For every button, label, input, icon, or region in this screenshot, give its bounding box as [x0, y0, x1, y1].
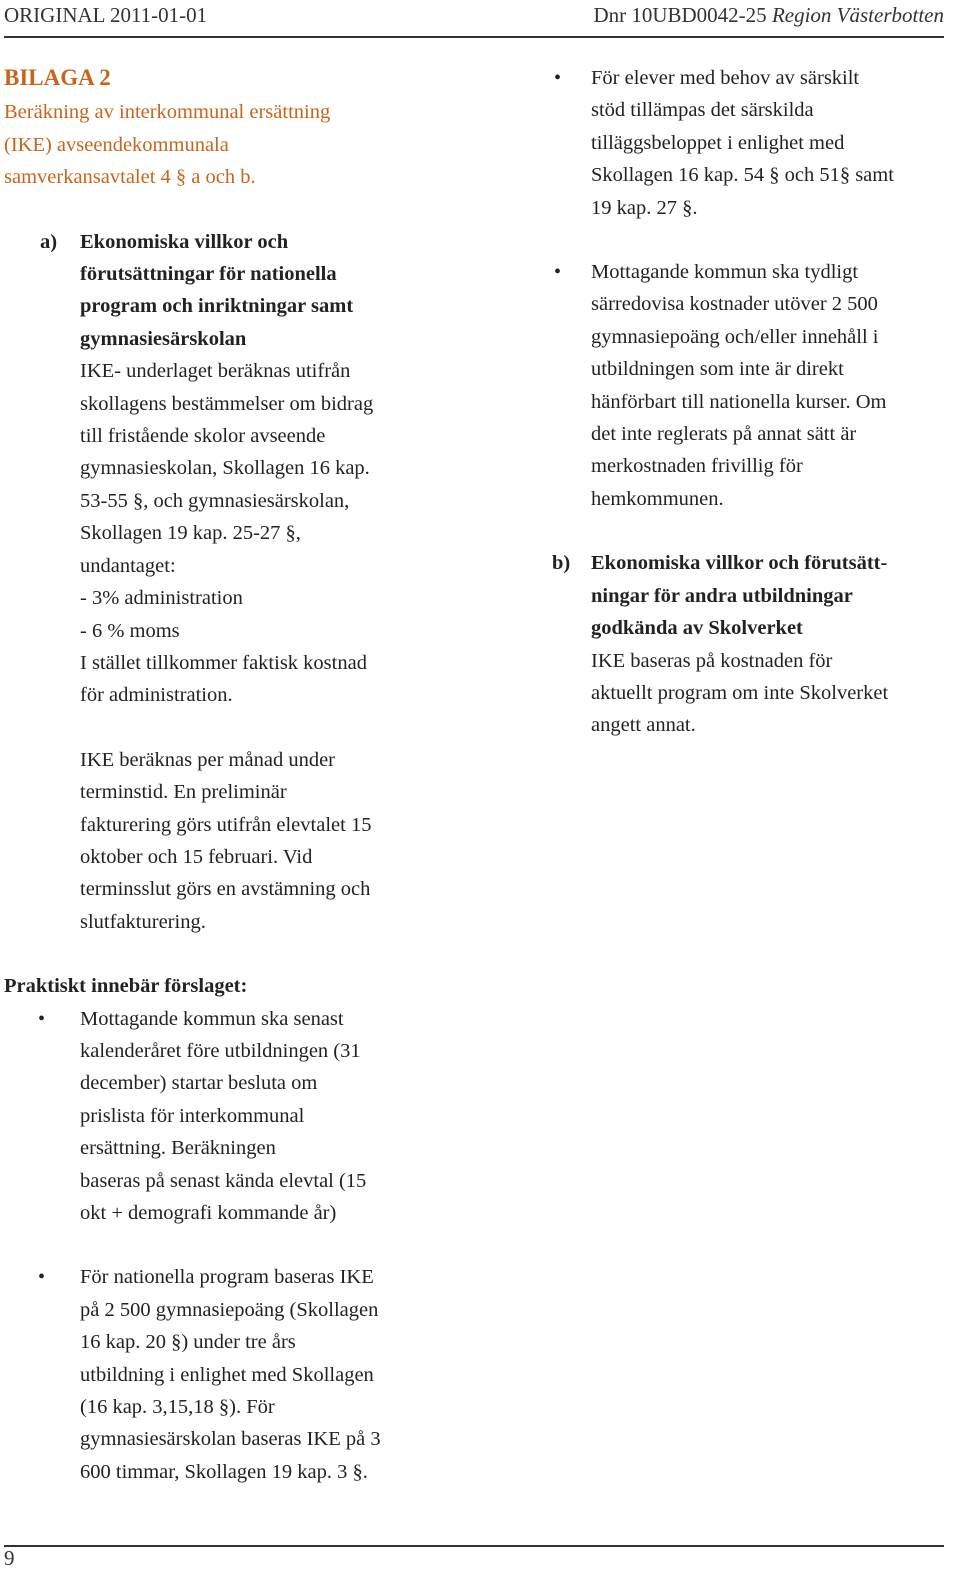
body-line: terminsslut görs en avstämning och: [80, 878, 371, 901]
body-line: 53-55 §, och gymnasiesärskolan,: [80, 489, 350, 512]
page-number: 9: [4, 1546, 15, 1570]
list-item: [556, 256, 950, 515]
body-line: - 3% administration: [80, 587, 243, 610]
item-line: 16 kap. 20 §) under tre års: [80, 1331, 296, 1354]
heading-line: förutsättningar för nationella: [80, 263, 337, 286]
item-line: prislista för interkommunal: [80, 1104, 305, 1127]
item-line: 19 kap. 27 §.: [591, 196, 698, 219]
item-line: särredovisa kostnader utöver 2 500: [591, 293, 878, 316]
item-line: hemkommunen.: [591, 487, 724, 510]
header-doc-info: [593, 3, 944, 28]
bullet-icon: •: [554, 261, 562, 284]
item-line: utbildningen som inte är direkt: [591, 358, 844, 381]
item-line: Mottagande kommun ska tydligt: [591, 261, 859, 284]
body-line: IKE baseras på kostnaden för: [591, 649, 833, 672]
body-line: till fristående skolor avseende: [80, 425, 326, 448]
body-line: terminstid. En preliminär: [80, 781, 287, 804]
section-b-body: [591, 645, 950, 742]
body-line: skollagens bestämmelser om bidrag: [80, 392, 374, 415]
item-line: baseras på senast kända elevtal (15: [80, 1169, 367, 1192]
section-a: [4, 226, 459, 939]
body-line: oktober och 15 februari. Vid: [80, 845, 313, 868]
section-b-marker: b): [552, 552, 571, 575]
item-line: För nationella program baseras IKE: [80, 1266, 374, 1289]
praktiskt-heading: Praktiskt innebär förslaget:: [4, 975, 248, 998]
section-a-body-2: [80, 744, 459, 938]
item-line: ersättning. Beräkningen: [80, 1137, 276, 1160]
body-line: IKE- underlaget beräknas utifrån: [80, 360, 351, 383]
body-line: för administration.: [80, 684, 233, 707]
body-line: slutfakturering.: [80, 910, 206, 933]
header-doc-number: Dnr 10UBD0042-25: [593, 2, 767, 27]
left-column: [4, 62, 459, 1488]
praktiskt-list: [4, 1003, 459, 1489]
subtitle-line: Beräkning av interkommunal ersättning: [4, 101, 331, 124]
item-line: tilläggsbeloppet i enlighet med: [591, 131, 845, 154]
page-header: [4, 0, 944, 30]
item-line: Skollagen 16 kap. 54 § och 51§ samt: [591, 164, 894, 187]
heading-line: ningar för andra utbildningar: [591, 584, 853, 607]
subtitle-line: (IKE) avseendekommunala: [4, 133, 229, 156]
item-line: 600 timmar, Skollagen 19 kap. 3 §.: [80, 1460, 368, 1483]
body-line: undantaget:: [80, 554, 176, 577]
footer-divider: [4, 1545, 944, 1547]
bullet-icon: •: [38, 1266, 46, 1289]
header-region: Region Västerbotten: [771, 2, 944, 27]
item-line: Mottagande kommun ska senast: [80, 1007, 344, 1030]
body-line: fakturering görs utifrån elevtalet 15: [80, 813, 372, 836]
item-line: kalenderåret före utbildningen (31: [80, 1039, 361, 1062]
subtitle-line: samverkansavtalet 4 § a och b.: [4, 166, 256, 189]
body-line: Skollagen 19 kap. 25-27 §,: [80, 522, 301, 545]
heading-line: Ekonomiska villkor och: [80, 230, 289, 253]
body-line: aktuellt program om inte Skolverket: [591, 681, 889, 704]
header-original-date: ORIGINAL 2011-01-01: [4, 2, 208, 27]
bullet-icon: •: [554, 67, 562, 89]
section-b-heading: [591, 547, 950, 644]
right-bullet-list: [556, 62, 950, 515]
item-line: december) startar besluta om: [80, 1072, 318, 1095]
item-line: gymnasiepoäng och/eller innehåll i: [591, 325, 879, 348]
item-line: på 2 500 gymnasiepoäng (Skollagen: [80, 1298, 379, 1321]
list-item: [4, 1261, 459, 1488]
item-line: det inte reglerats på annat sätt är: [591, 423, 857, 446]
body-line: gymnasieskolan, Skollagen 16 kap.: [80, 457, 370, 480]
document-subtitle: [4, 96, 459, 193]
right-column: [552, 62, 950, 742]
heading-line: godkända av Skolverket: [591, 617, 803, 640]
list-item: [4, 1003, 459, 1230]
section-a-heading: [80, 226, 459, 356]
body-line: angett annat.: [591, 714, 696, 737]
item-line: stöd tillämpas det särskilda: [591, 99, 814, 122]
item-line: gymnasiesärskolan baseras IKE på 3: [80, 1428, 381, 1451]
section-a-marker: a): [40, 230, 58, 253]
list-item: [556, 62, 950, 224]
heading-line: Ekonomiska villkor och förutsätt-: [591, 552, 888, 575]
item-line: okt + demografi kommande år): [80, 1202, 337, 1224]
section-a-body: [80, 355, 459, 711]
heading-line: program och inriktningar samt: [80, 295, 354, 318]
bilaga-title: BILAGA 2: [4, 65, 111, 90]
item-line: utbildning i enlighet med Skollagen: [80, 1363, 374, 1386]
body-line: I stället tillkommer faktisk kostnad: [80, 651, 367, 674]
item-line: (16 kap. 3,15,18 §). För: [80, 1396, 275, 1419]
header-divider: [4, 36, 944, 38]
bullet-icon: •: [38, 1007, 46, 1030]
item-line: För elever med behov av särskilt: [591, 67, 860, 89]
item-line: merkostnaden frivillig för: [591, 455, 803, 478]
heading-line: gymnasiesärskolan: [80, 327, 247, 350]
section-b: [552, 547, 950, 741]
body-line: - 6 % moms: [80, 619, 180, 642]
body-line: IKE beräknas per månad under: [80, 748, 335, 771]
item-line: hänförbart till nationella kurser. Om: [591, 390, 887, 413]
